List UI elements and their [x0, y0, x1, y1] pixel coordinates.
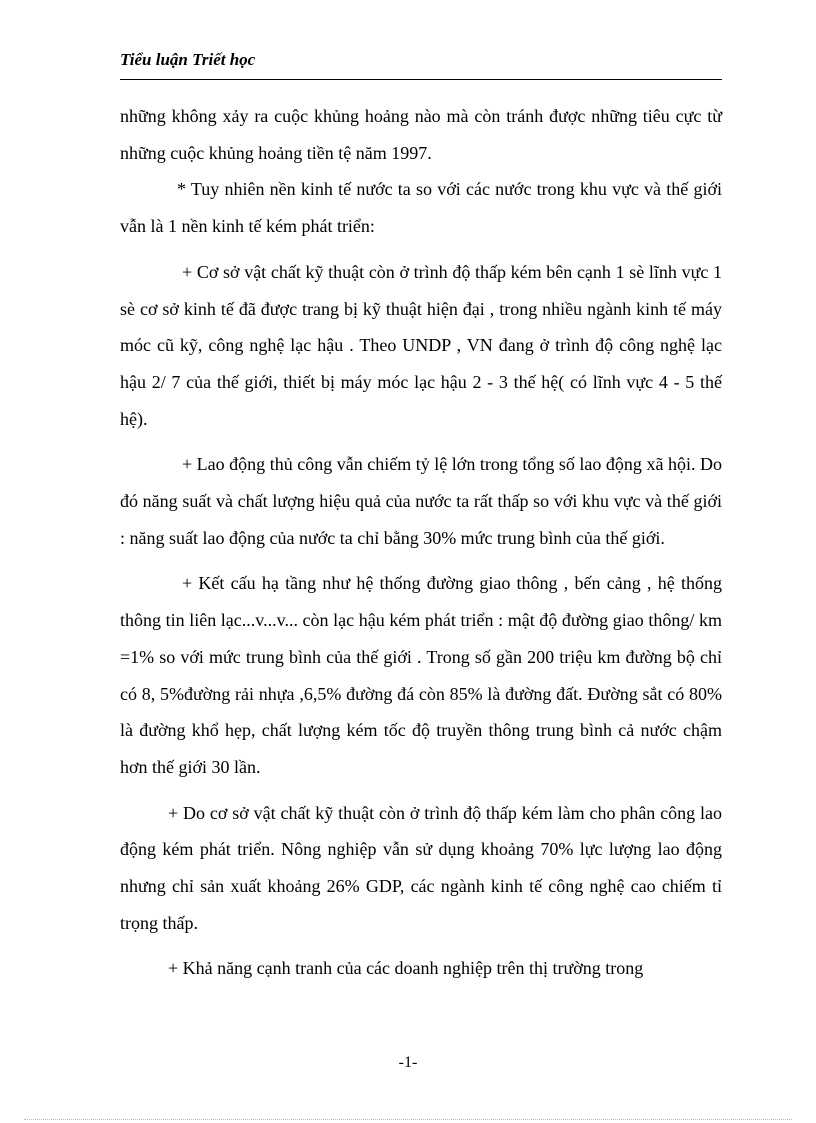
page-bottom-dotted-line	[24, 1119, 792, 1120]
paragraph: + Cơ sở vật chất kỹ thuật còn ở trình độ thấp kém bên cạnh 1 sè lĩnh vực 1 sè cơ sở kinh tế đã được trang bị kỹ thuật hiện đại , trong nhiều ngành kinh tế máy móc cũ kỹ, công nghệ lạc hậu . Theo UNDP , VN đang ở trình độ công nghệ lạc hậu 2/ 7 của thế giới, thiết bị máy móc lạc hậu 2 - 3 thế hệ( có lĩnh vực 4 - 5 thế hệ).	[120, 261, 722, 429]
header-divider	[120, 79, 722, 80]
paragraph: những không xảy ra cuộc khủng hoảng nào mà còn tránh được những tiêu cực từ những cuộc khủng hoảng tiền tệ năm 1997.	[120, 106, 722, 163]
paragraph: + Do cơ sở vật chất kỹ thuật còn ở trình độ thấp kém làm cho phân công lao động kém phát triển. Nông nghiệp vẫn sử dụng khoảng 70% lực lượng lao động nhưng chỉ sản xuất khoảng 26% GDP, các ngành kinh tế công nghệ cao chiếm tỉ trọng thấp.	[120, 802, 722, 933]
paragraph: + Khả năng cạnh tranh của các doanh nghiệp trên thị trường trong	[168, 958, 644, 979]
document-header-title: Tiểu luận Triết học	[120, 50, 256, 69]
paragraph: * Tuy nhiên nền kinh tế nước ta so với các nước trong khu vực và thế giới vẫn là 1 nền kinh tế kém phát triển:	[120, 179, 722, 237]
paragraph: + Lao động thủ công vẫn chiếm tỷ lệ lớn trong tổng số lao động xã hội. Do đó năng suất và chất lượng hiệu quả của nước ta rất thấp so với khu vực và thế giới : năng suất lao động của nước ta chỉ bằng 30% mức trung bình của thế giới.	[120, 454, 722, 548]
paragraph: + Kết cấu hạ tầng như hệ thống đường giao thông , bến cảng , hệ thống thông tin liên lạc...v...v... còn lạc hậu kém phát triển : mật độ đường giao thông/ km =1% so với mức trung bình của thế giới . Trong số gần 200 triệu km đường bộ chỉ có 8, 5%đường rải nhựa ,6,5% đường đá còn 85% là đường đất. Đường sắt có 80% là đường khổ hẹp, chất lượng kém tốc độ truyền thông trung bình cả nước chậm hơn thế giới 30 lần.	[120, 573, 722, 777]
page-number: -1-	[398, 1054, 418, 1071]
document-body	[120, 98, 722, 987]
